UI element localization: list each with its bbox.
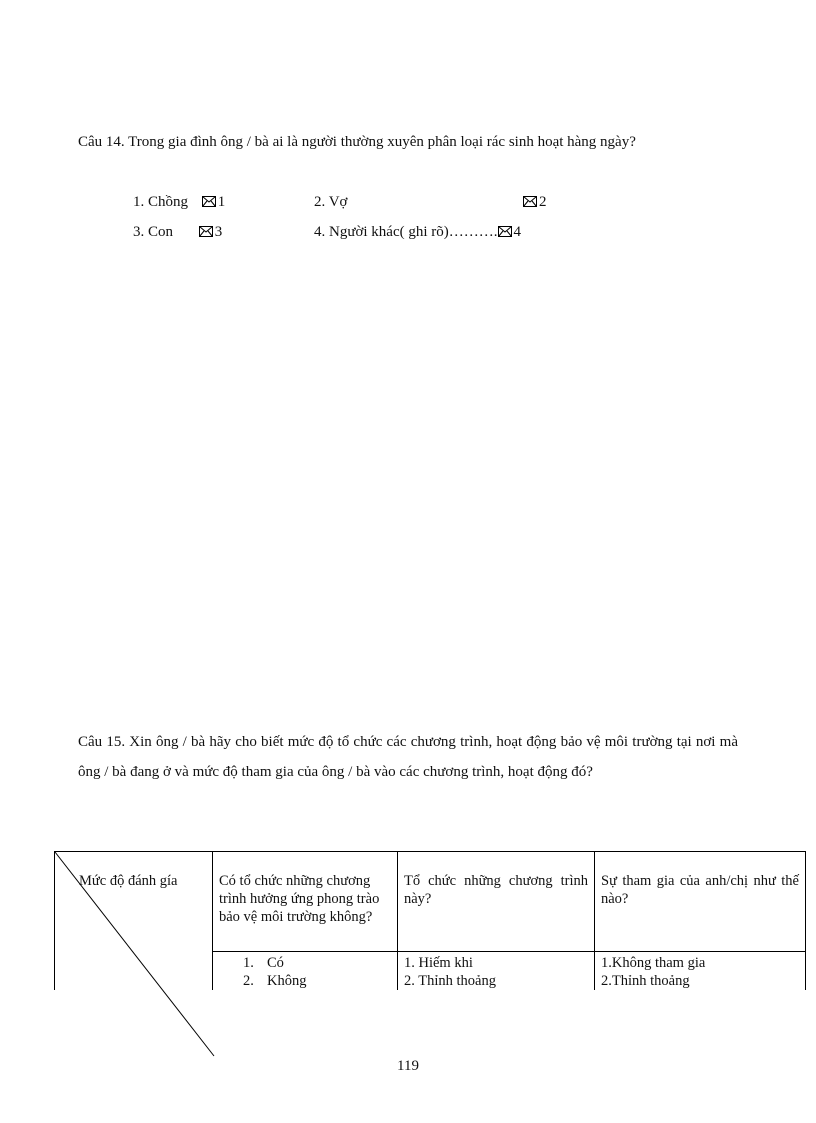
q14-option-1-code: 1 [217, 194, 226, 210]
envelope-checkbox-icon [523, 196, 537, 207]
q14-option-4-code: 4 [513, 224, 522, 240]
q14-option-2-label: 2. Vợ [314, 194, 348, 210]
table-corner-label: Mức độ đánh gía [79, 873, 178, 889]
page-number: 119 [397, 1058, 419, 1074]
q14-option-4 [314, 224, 521, 241]
table-header-cell [398, 852, 595, 952]
q14-option-1 [133, 194, 225, 211]
table-answer-cell [595, 952, 806, 991]
q14-option-4-label: 4. Người khác( ghi rõ)………. [314, 224, 498, 240]
q14-option-3 [133, 224, 222, 241]
envelope-checkbox-icon [199, 226, 213, 237]
q14-option-2-code: 2 [539, 194, 547, 210]
table-answer-cell [213, 952, 398, 991]
header-frequency-question: Tổ chức những chương trình này? [404, 873, 588, 907]
q14-option-1-label: 1. Chồng [133, 194, 189, 210]
envelope-checkbox-icon [202, 196, 216, 207]
table-header-cell [595, 852, 806, 952]
q14-option-2-box [523, 194, 547, 211]
header-organized-question: Có tổ chức những chương trình hưởng ứng phong trào bảo vệ môi trường không? [219, 873, 380, 925]
answer-item: 2. Thỉnh thoảng [404, 973, 496, 989]
answer-item: 1. Hiếm khi [404, 955, 473, 971]
table-answer-cell [398, 952, 595, 991]
answer-item: 1.Không tham gia [601, 955, 706, 971]
answer-item: 2.Thỉnh thoảng [601, 973, 690, 989]
q14-option-3-label: 3. Con [133, 224, 174, 240]
q14-option-2 [314, 194, 348, 211]
question-15-text: Câu 15. Xin ông / bà hãy cho biết mức độ tổ chức các chương trình, hoạt động bảo vệ môi trường tại nơi mà ông / bà đang ở và mức độ tham gia của ông / bà vào các chương trình, hoạt động đó? [78, 734, 738, 780]
answer-item: 1. Có [243, 955, 284, 971]
table-header-cell [213, 852, 398, 952]
answer-item: 2. Không [243, 973, 307, 989]
header-participation-question: Sự tham gia của anh/chị như thế nào? [601, 873, 799, 907]
q14-option-3-code: 3 [214, 224, 223, 240]
table-diagonal-line [54, 851, 224, 1061]
question-14-text: Câu 14. Trong gia đình ông / bà ai là người thường xuyên phân loại rác sinh hoạt hàng ngày? [78, 134, 636, 150]
envelope-checkbox-icon [498, 226, 512, 237]
